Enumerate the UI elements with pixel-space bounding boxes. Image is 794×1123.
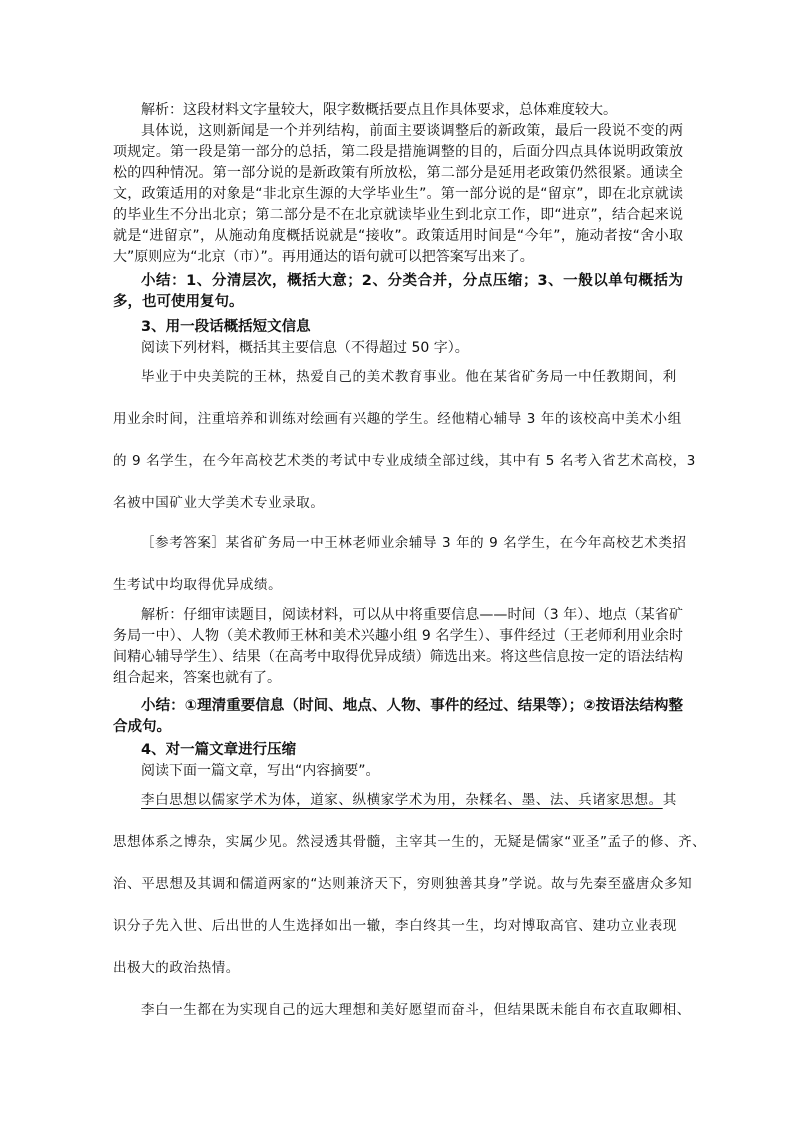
article-line-1: [141, 790, 711, 810]
analysis-paragraph-1: 解析：这段材料文字量较大，限字数概括要点且作具体要求，总体难度较大。: [141, 102, 617, 118]
answer-line-1: ［参考答案］某省矿务局一中王林老师业余辅导 3 年的 9 名学生，在今年高校艺术类招: [141, 535, 687, 551]
article-line-4: 识分子先入世、后出世的人生选择如出一辙，李白终其一生，均对博取高官、建功立业表现: [113, 918, 677, 934]
answer-line-2: 生考试中均取得优异成绩。: [113, 577, 283, 593]
article-line-3: 治、平思想及其调和儒道两家的“达则兼济天下，穷则独善其身”学说。故与先秦至盛唐众多知: [113, 876, 693, 892]
section-heading-4: 4、对一篇文章进行压缩: [141, 742, 297, 758]
section-heading-3: 3、用一段话概括短文信息: [141, 319, 311, 335]
summary-paragraph-3: 小结：①理清重要信息（时间、地点、人物、事件的经过、结果等）；②按语法结构整合成句。: [113, 698, 683, 735]
material-line-1: 毕业于中央美院的王林，热爱自己的美术教育事业。他在某省矿务局一中任教期间，利: [141, 369, 677, 385]
article-paragraph-2-line-1: 李白一生都在为实现自己的远大理想和美好愿望而奋斗，但结果既未能自布衣直取卿相、: [141, 1002, 691, 1018]
article-underlined-sentence: 李白思想以儒家学术为体，道家、纵横家学术为用，杂糅名、墨、法、兵诸家思想。: [141, 792, 663, 808]
explanation-paragraph: 具体说，这则新闻是一个并列结构，前面主要谈调整后的新政策，最后一段说不变的两项规定。第一段是第一部分的总括，第二段是措施调整的目的，后面分四点具体说明政策放松的四种情况。第一部分说的是新政策有所放松，第二部分是延用老政策仍然很紧。通读全文，政策适用的对象是“非北京生源的大学毕业生”。第一部分说的是“留京”，即在北京就读的毕业生不分出北京；第二部分是不在北京就读毕业生到北京工作，即“进京”，结合起来说就是“进留京”，从施动角度概括说就是“接收”。政策适用时间是“今年”，施动者按“舍小取大”原则应为“北京（市）”。再用通达的语句就可以把答案写出来了。: [113, 123, 683, 265]
analysis-paragraph-3: 解析：仔细审读题目，阅读材料，可以从中将重要信息——时间（3 年）、地点（某省矿务局一中）、人物（美术教师王林和美术兴趣小组 9 名学生）、事件经过（王老师利用业余时间精心辅导学生）、结果（在高考中取得优异成绩）筛选出来。将这些信息按一定的语法结构组合起来，答案也就有了。: [113, 607, 683, 686]
article-line-2: 思想体系之博杂，实属少见。然浸透其骨髓，主宰其一生的，无疑是儒家“亚圣”孟子的修、齐、: [113, 834, 707, 850]
article-line-1-tail: 其: [662, 792, 677, 808]
material-line-3: 的 9 名学生，在今年高校艺术类的考试中专业成绩全部过线，其中有 5 名考入省艺术高校，3: [113, 453, 696, 469]
summary-paragraph-1: 小结：1、分清层次，概括大意；2、分类合并，分点压缩；3、一般以单句概括为多，也可使用复句。: [113, 273, 683, 310]
instruction-3: 阅读下列材料，概括其主要信息（不得超过 50 字）。: [141, 340, 469, 356]
material-line-2: 用业余时间，注重培养和训练对绘画有兴趣的学生。经他精心辅导 3 年的该校高中美术小组: [113, 411, 682, 427]
material-line-4: 名被中国矿业大学美术专业录取。: [113, 495, 325, 511]
instruction-4: 阅读下面一篇文章，写出“内容摘要”。: [141, 763, 380, 779]
article-line-5: 出极大的政治热情。: [113, 960, 240, 976]
